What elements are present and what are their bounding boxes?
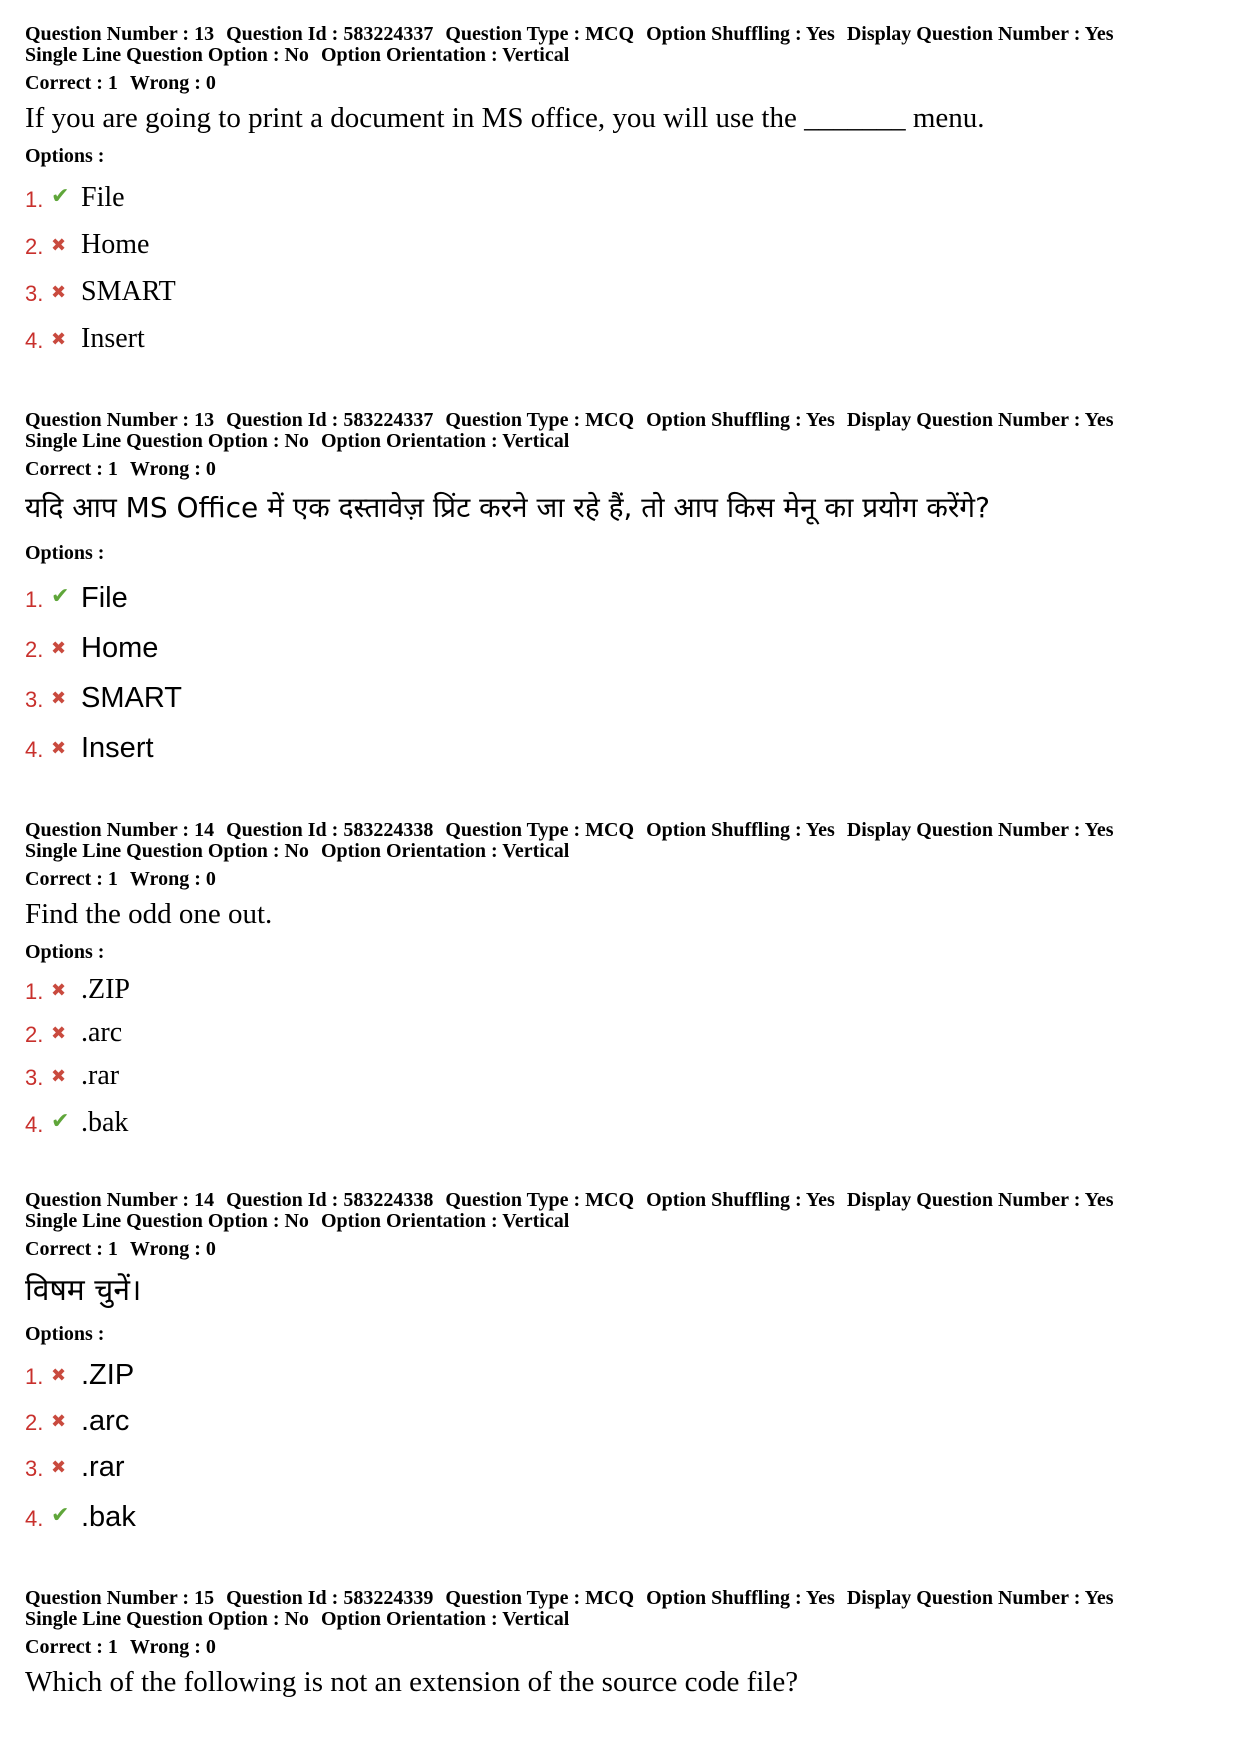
option-shuffling: Option Shuffling : Yes xyxy=(646,409,835,431)
question-id: Question Id : 583224337 xyxy=(226,409,434,431)
option-orientation: Option Orientation : Vertical xyxy=(320,1608,570,1630)
option-text: File xyxy=(81,182,125,213)
score-line xyxy=(25,1239,1225,1260)
option-item[interactable] xyxy=(25,615,1225,665)
question-meta-line1 xyxy=(25,1190,1225,1211)
option-number: 4. xyxy=(25,1112,44,1137)
cross-icon: ✖ xyxy=(51,1023,67,1043)
option-text: Home xyxy=(81,229,150,260)
wrong-score: Wrong : 0 xyxy=(129,868,216,890)
question-meta-line2 xyxy=(25,45,1225,66)
correct-score: Correct : 1 xyxy=(25,458,118,480)
question-number: Question Number : 14 xyxy=(25,819,215,841)
question-text: यदि आप MS Office में एक दस्तावेज़ प्रिंट करने जा रहे हैं, तो आप किस मेनू का प्रयोग करेंगे? xyxy=(25,491,990,524)
score-line xyxy=(25,459,1225,480)
wrong-score: Wrong : 0 xyxy=(129,458,216,480)
option-item[interactable] xyxy=(25,565,1225,615)
cross-icon: ✖ xyxy=(51,738,67,758)
option-number: 4. xyxy=(25,1506,44,1531)
option-item[interactable] xyxy=(25,1346,1225,1392)
question-type: Question Type : MCQ xyxy=(445,23,635,45)
options-list xyxy=(25,964,1225,1140)
option-number: 4. xyxy=(25,737,44,762)
question-type: Question Type : MCQ xyxy=(445,819,635,841)
option-number: 1. xyxy=(25,979,44,1004)
option-text: .arc xyxy=(81,1405,130,1437)
score-line xyxy=(25,1637,1225,1658)
question-number: Question Number : 13 xyxy=(25,409,215,431)
cross-icon: ✖ xyxy=(51,235,67,255)
cross-icon: ✖ xyxy=(51,1365,67,1385)
option-text: .arc xyxy=(81,1017,123,1048)
check-icon: ✔ xyxy=(51,1108,70,1133)
option-text: SMART xyxy=(81,276,176,307)
option-number: 2. xyxy=(25,1022,44,1047)
option-number: 2. xyxy=(25,234,44,259)
display-question-number: Display Question Number : Yes xyxy=(846,23,1114,45)
question-id: Question Id : 583224337 xyxy=(226,23,434,45)
single-line-option: Single Line Question Option : No xyxy=(25,430,309,452)
option-orientation: Option Orientation : Vertical xyxy=(320,1210,570,1232)
option-number: 3. xyxy=(25,687,44,712)
display-question-number: Display Question Number : Yes xyxy=(846,1189,1114,1211)
option-item[interactable] xyxy=(25,1093,1225,1140)
question-meta-line1 xyxy=(25,820,1225,841)
options-label: Options : xyxy=(25,941,105,963)
question-block xyxy=(25,24,1225,356)
question-id: Question Id : 583224338 xyxy=(226,819,434,841)
option-item[interactable] xyxy=(25,1050,1225,1093)
cross-icon: ✖ xyxy=(51,638,67,658)
single-line-option: Single Line Question Option : No xyxy=(25,840,309,862)
option-shuffling: Option Shuffling : Yes xyxy=(646,819,835,841)
cross-icon: ✖ xyxy=(51,1457,67,1477)
option-item[interactable] xyxy=(25,309,1225,356)
option-number: 2. xyxy=(25,637,44,662)
question-meta-line2 xyxy=(25,431,1225,452)
options-list xyxy=(25,565,1225,765)
option-item[interactable] xyxy=(25,1484,1225,1534)
question-block xyxy=(25,1588,1225,1699)
question-id: Question Id : 583224339 xyxy=(226,1587,434,1609)
question-meta-line1 xyxy=(25,410,1225,431)
option-text: Insert xyxy=(81,323,145,354)
option-number: 3. xyxy=(25,1065,44,1090)
option-item[interactable] xyxy=(25,1007,1225,1050)
option-item[interactable] xyxy=(25,1392,1225,1438)
option-item[interactable] xyxy=(25,215,1225,262)
option-item[interactable] xyxy=(25,1438,1225,1484)
question-number: Question Number : 13 xyxy=(25,23,215,45)
options-label: Options : xyxy=(25,542,105,564)
question-type: Question Type : MCQ xyxy=(445,409,635,431)
options-label: Options : xyxy=(25,145,105,167)
option-item[interactable] xyxy=(25,262,1225,309)
options-list xyxy=(25,168,1225,356)
wrong-score: Wrong : 0 xyxy=(129,72,216,94)
question-type: Question Type : MCQ xyxy=(445,1587,635,1609)
display-question-number: Display Question Number : Yes xyxy=(846,819,1114,841)
single-line-option: Single Line Question Option : No xyxy=(25,44,309,66)
options-label: Options : xyxy=(25,1323,105,1345)
question-meta-line1 xyxy=(25,24,1225,45)
check-icon: ✔ xyxy=(51,583,70,608)
question-id: Question Id : 583224338 xyxy=(226,1189,434,1211)
option-item[interactable] xyxy=(25,168,1225,215)
option-text: .ZIP xyxy=(81,974,130,1005)
question-meta-line2 xyxy=(25,841,1225,862)
correct-score: Correct : 1 xyxy=(25,1636,118,1658)
option-text: Home xyxy=(81,632,159,664)
option-text: .bak xyxy=(81,1107,129,1138)
option-text: .ZIP xyxy=(81,1359,135,1391)
option-shuffling: Option Shuffling : Yes xyxy=(646,23,835,45)
question-text: If you are going to print a document in MS office, you will use the _______ menu. xyxy=(25,102,985,134)
option-orientation: Option Orientation : Vertical xyxy=(320,840,570,862)
single-line-option: Single Line Question Option : No xyxy=(25,1608,309,1630)
correct-score: Correct : 1 xyxy=(25,1238,118,1260)
option-text: .rar xyxy=(81,1060,120,1091)
cross-icon: ✖ xyxy=(51,1411,67,1431)
question-block xyxy=(25,820,1225,1140)
option-number: 2. xyxy=(25,1410,44,1435)
question-block xyxy=(25,1190,1225,1534)
option-text: .rar xyxy=(81,1451,125,1483)
wrong-score: Wrong : 0 xyxy=(129,1636,216,1658)
cross-icon: ✖ xyxy=(51,282,67,302)
display-question-number: Display Question Number : Yes xyxy=(846,1587,1114,1609)
correct-score: Correct : 1 xyxy=(25,72,118,94)
option-number: 3. xyxy=(25,281,44,306)
question-block xyxy=(25,410,1225,765)
cross-icon: ✖ xyxy=(51,980,67,1000)
single-line-option: Single Line Question Option : No xyxy=(25,1210,309,1232)
question-text: विषम चुनें। xyxy=(25,1273,142,1308)
display-question-number: Display Question Number : Yes xyxy=(846,409,1114,431)
option-orientation: Option Orientation : Vertical xyxy=(320,44,570,66)
option-shuffling: Option Shuffling : Yes xyxy=(646,1189,835,1211)
option-text: Insert xyxy=(81,732,154,764)
option-item[interactable] xyxy=(25,715,1225,765)
cross-icon: ✖ xyxy=(51,1066,67,1086)
option-item[interactable] xyxy=(25,665,1225,715)
question-meta-line2 xyxy=(25,1609,1225,1630)
option-number: 1. xyxy=(25,187,44,212)
question-meta-line2 xyxy=(25,1211,1225,1232)
check-icon: ✔ xyxy=(51,183,70,208)
question-meta-line1 xyxy=(25,1588,1225,1609)
correct-score: Correct : 1 xyxy=(25,868,118,890)
check-icon: ✔ xyxy=(51,1502,70,1527)
option-number: 1. xyxy=(25,587,44,612)
question-number: Question Number : 14 xyxy=(25,1189,215,1211)
option-number: 1. xyxy=(25,1364,44,1389)
wrong-score: Wrong : 0 xyxy=(129,1238,216,1260)
question-number: Question Number : 15 xyxy=(25,1587,215,1609)
option-number: 4. xyxy=(25,328,44,353)
score-line xyxy=(25,869,1225,890)
option-number: 3. xyxy=(25,1456,44,1481)
question-type: Question Type : MCQ xyxy=(445,1189,635,1211)
question-text: Find the odd one out. xyxy=(25,898,273,930)
option-text: .bak xyxy=(81,1501,136,1533)
options-list xyxy=(25,1346,1225,1534)
cross-icon: ✖ xyxy=(51,329,67,349)
option-text: SMART xyxy=(81,682,182,714)
option-shuffling: Option Shuffling : Yes xyxy=(646,1587,835,1609)
cross-icon: ✖ xyxy=(51,688,67,708)
question-text: Which of the following is not an extension of the source code file? xyxy=(25,1666,799,1698)
option-text: File xyxy=(81,582,128,614)
option-item[interactable] xyxy=(25,964,1225,1007)
score-line xyxy=(25,73,1225,94)
option-orientation: Option Orientation : Vertical xyxy=(320,430,570,452)
